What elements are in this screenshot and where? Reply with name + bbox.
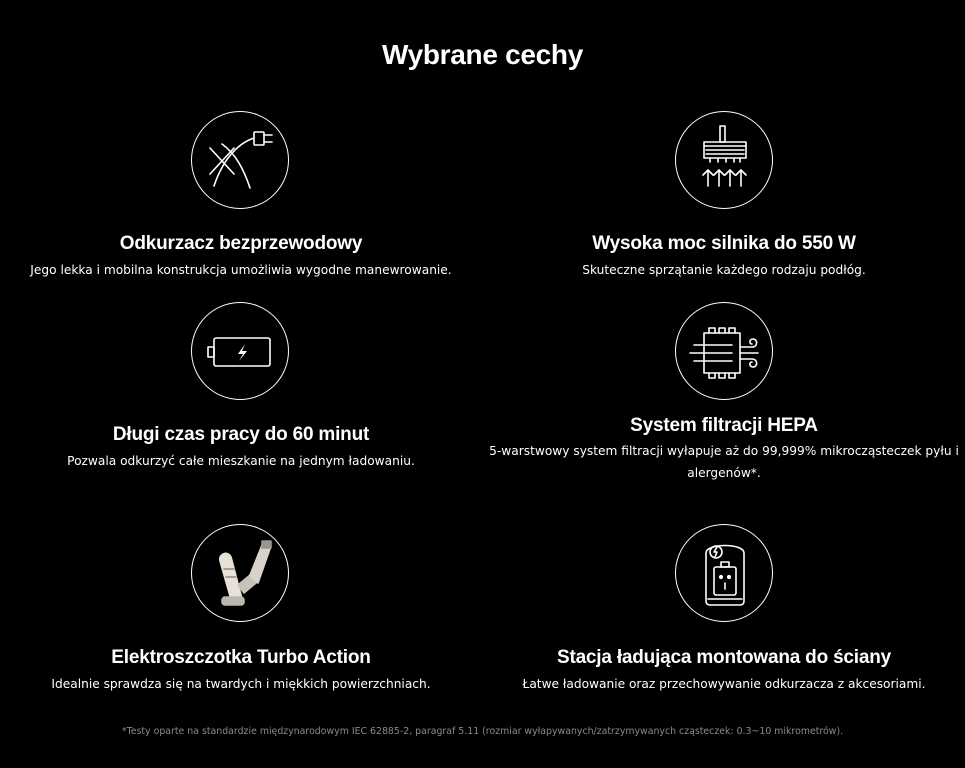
feature-description: Skuteczne sprzątanie każdego rodzaju podłóg. xyxy=(582,263,866,277)
feature-title: Odkurzacz bezprzewodowy xyxy=(119,233,363,254)
feature-title: Stacja ładująca montowana do ściany xyxy=(556,647,892,668)
cordless-plug-icon xyxy=(191,111,289,209)
feature-description: Łatwe ładowanie oraz przechowywanie odkurzacza z akcesoriami. xyxy=(522,677,926,691)
feature-description: Idealnie sprawdza się na twardych i miękkich powierzchniach. xyxy=(51,677,431,691)
feature-cordless xyxy=(0,0,482,290)
suction-power-icon xyxy=(675,111,773,209)
feature-hepa xyxy=(483,290,965,490)
feature-description: Jego lekka i mobilna konstrukcja umożliwia wygodne manewrowanie. xyxy=(30,263,452,277)
turbo-brush-icon xyxy=(191,524,289,622)
feature-wall-station xyxy=(483,490,965,720)
feature-description: Pozwala odkurzyć całe mieszkanie na jednym ładowaniu. xyxy=(67,454,415,468)
wall-charging-station-icon xyxy=(675,524,773,622)
feature-description: 5-warstwowy system filtracji wyłapuje aż do 99,999% mikrocząsteczek pyłu i alergenów*. xyxy=(489,444,959,480)
page-title: Wybrane cechy xyxy=(381,38,583,70)
feature-title: Elektroszczotka Turbo Action xyxy=(111,647,371,668)
hepa-filter-icon xyxy=(675,302,773,400)
feature-title: Długi czas pracy do 60 minut xyxy=(112,424,370,445)
feature-title: System filtracji HEPA xyxy=(630,415,818,436)
feature-title: Wysoka moc silnika do 550 W xyxy=(592,233,856,254)
feature-battery xyxy=(0,290,482,490)
battery-charge-icon xyxy=(191,302,289,400)
footnote: *Testy oparte na standardzie międzynarodowym IEC 62885-2, paragraf 5.11 (rozmiar wyłapywanych/zatrzymywanych cząsteczek: 0.3~10 mikrometrów). xyxy=(121,726,844,737)
feature-turbo-brush xyxy=(0,490,482,720)
feature-suction-power xyxy=(483,0,965,290)
